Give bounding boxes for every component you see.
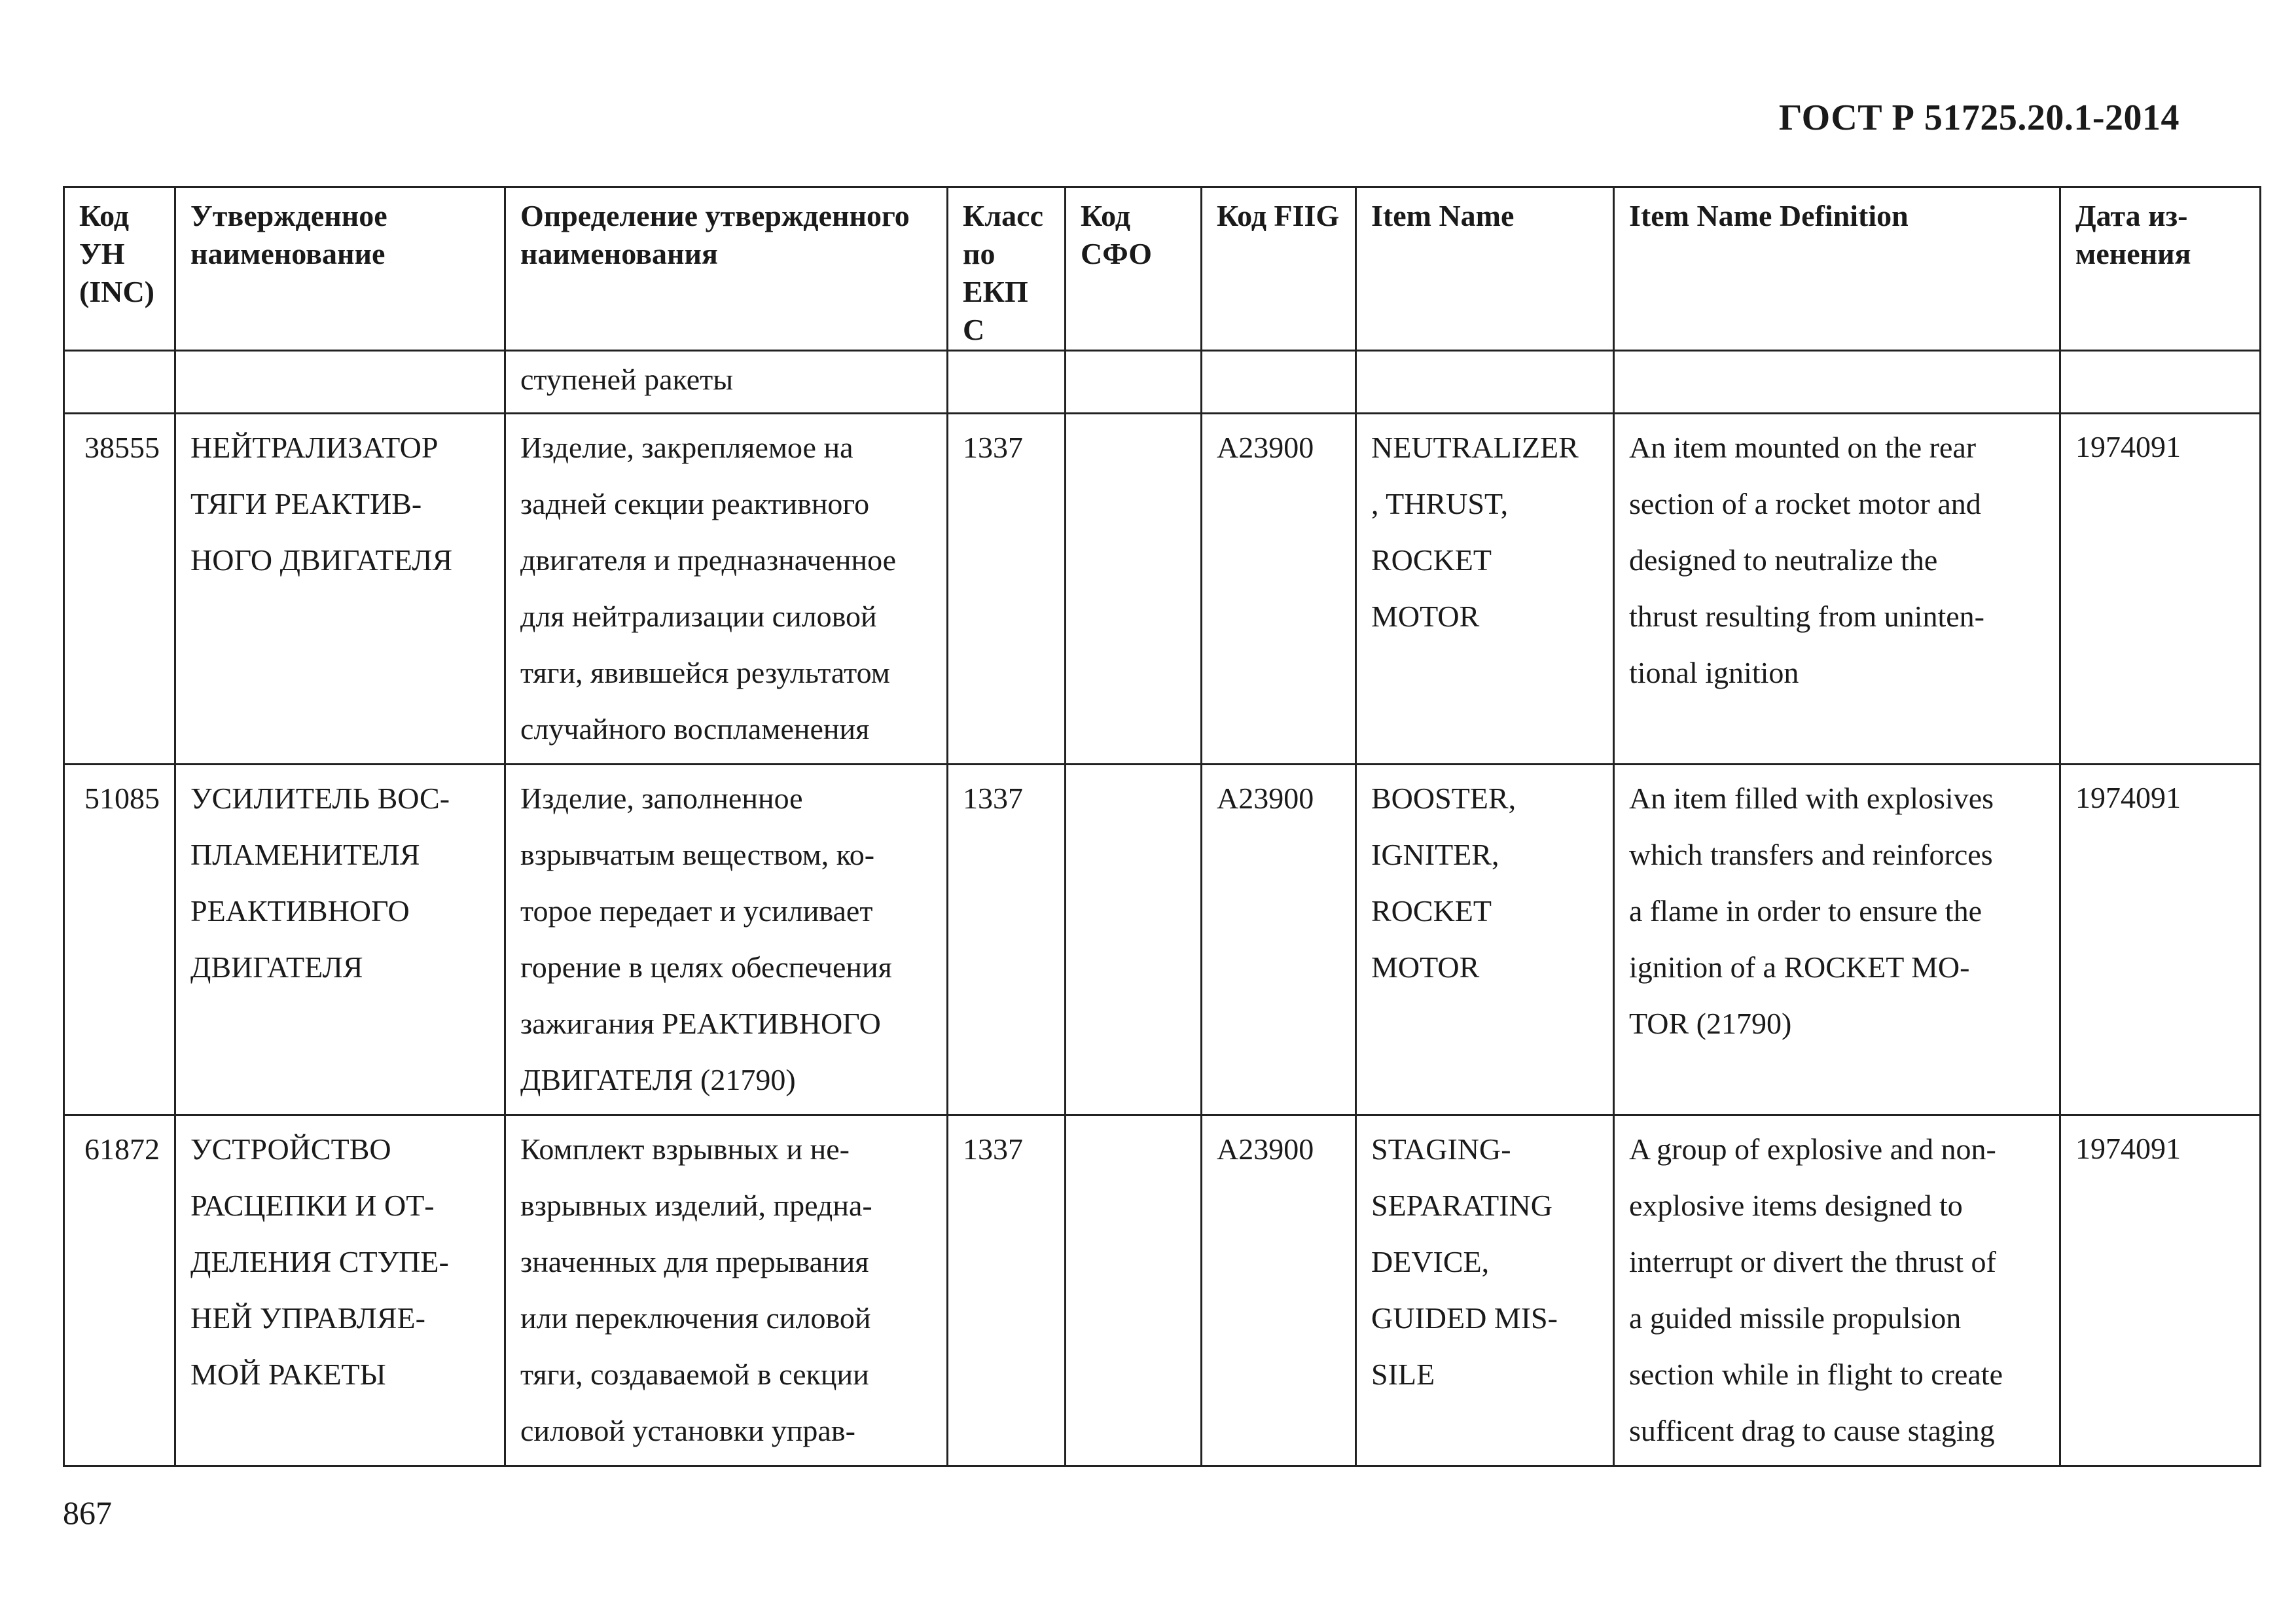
cell-empty bbox=[175, 351, 505, 414]
header-item-name: Item Name bbox=[1356, 187, 1614, 351]
cell-empty bbox=[1356, 351, 1614, 414]
cell-definition: Изделие, закрепляемое на задней секции реактивного двигателя и предназначенное для нейтрализации силовой тяги, явившейся результатом случайного воспламенения bbox=[505, 414, 948, 765]
header-item-name-definition: Item Name Definition bbox=[1614, 187, 2060, 351]
cell-inc-code: 51085 bbox=[64, 765, 175, 1115]
cell-definition-continuation: ступеней ракеты bbox=[505, 351, 948, 414]
header-ekps-class: Класс по ЕКП С bbox=[948, 187, 1066, 351]
table-row bbox=[64, 1115, 2261, 1466]
cell-empty bbox=[64, 351, 175, 414]
cell-definition: Комплект взрывных и не- взрывных изделий, предна- значенных для прерывания или переключения силовой тяги, создаваемой в секции силовой установки управ- bbox=[505, 1115, 948, 1466]
header-fiig-code: Код FIIG bbox=[1202, 187, 1356, 351]
header-change-date: Дата из- менения bbox=[2060, 187, 2261, 351]
cell-approved-name: НЕЙТРАЛИЗАТОР ТЯГИ РЕАКТИВ- НОГО ДВИГАТЕЛЯ bbox=[175, 414, 505, 765]
header-sfo-code: Код СФО bbox=[1066, 187, 1202, 351]
page-number: 867 bbox=[63, 1494, 112, 1531]
cell-approved-name: УСИЛИТЕЛЬ ВОС- ПЛАМЕНИТЕЛЯ РЕАКТИВНОГО ДВИГАТЕЛЯ bbox=[175, 765, 505, 1115]
header-approved-name: Утвержденное наименование bbox=[175, 187, 505, 351]
cell-fiig-code: A23900 bbox=[1202, 1115, 1356, 1466]
cell-empty bbox=[1066, 351, 1202, 414]
cell-item-name: STAGING- SEPARATING DEVICE, GUIDED MIS- SILE bbox=[1356, 1115, 1614, 1466]
cell-item-definition: An item mounted on the rear section of a rocket motor and designed to neutralize the thrust resulting from uninten- tional ignition bbox=[1614, 414, 2060, 765]
cell-item-definition: A group of explosive and non- explosive items designed to interrupt or divert the thrust of a guided missile propulsion section while in flight to create sufficent drag to cause staging bbox=[1614, 1115, 2060, 1466]
cell-approved-name: УСТРОЙСТВО РАСЦЕПКИ И ОТ- ДЕЛЕНИЯ СТУПЕ- НЕЙ УПРАВЛЯЕ- МОЙ РАКЕТЫ bbox=[175, 1115, 505, 1466]
cell-definition: Изделие, заполненное взрывчатым веществом, ко- торое передает и усиливает горение в целях обеспечения зажигания РЕАКТИВНОГО ДВИГАТЕЛЯ (21790) bbox=[505, 765, 948, 1115]
table-row bbox=[64, 414, 2261, 765]
header-approved-name-definition: Определение утвержденного наименования bbox=[505, 187, 948, 351]
cell-inc-code: 38555 bbox=[64, 414, 175, 765]
cell-item-name: NEUTRALIZER , THRUST, ROCKET MOTOR bbox=[1356, 414, 1614, 765]
continuation-row bbox=[64, 351, 2261, 414]
header-inc-code: Код УН (INC) bbox=[64, 187, 175, 351]
cell-empty bbox=[1202, 351, 1356, 414]
cell-item-name: BOOSTER, IGNITER, ROCKET MOTOR bbox=[1356, 765, 1614, 1115]
cell-item-definition: An item filled with explosives which transfers and reinforces a flame in order to ensure the ignition of a ROCKET MO- TOR (21790) bbox=[1614, 765, 2060, 1115]
standard-designation: ГОСТ Р 51725.20.1-2014 bbox=[1778, 98, 2179, 138]
cell-ekps-class: 1337 bbox=[948, 765, 1066, 1115]
cell-ekps-class: 1337 bbox=[948, 1115, 1066, 1466]
cell-change-date: 1974091 bbox=[2060, 765, 2261, 1115]
cell-empty bbox=[1614, 351, 2060, 414]
cell-change-date: 1974091 bbox=[2060, 414, 2261, 765]
cell-fiig-code: A23900 bbox=[1202, 765, 1356, 1115]
item-name-table bbox=[63, 186, 2261, 1467]
cell-inc-code: 61872 bbox=[64, 1115, 175, 1466]
cell-sfo-code bbox=[1066, 1115, 1202, 1466]
cell-ekps-class: 1337 bbox=[948, 414, 1066, 765]
cell-empty bbox=[948, 351, 1066, 414]
cell-fiig-code: A23900 bbox=[1202, 414, 1356, 765]
cell-sfo-code bbox=[1066, 414, 1202, 765]
cell-change-date: 1974091 bbox=[2060, 1115, 2261, 1466]
table-row bbox=[64, 765, 2261, 1115]
table-header-row bbox=[64, 187, 2261, 351]
cell-empty bbox=[2060, 351, 2261, 414]
cell-sfo-code bbox=[1066, 765, 1202, 1115]
